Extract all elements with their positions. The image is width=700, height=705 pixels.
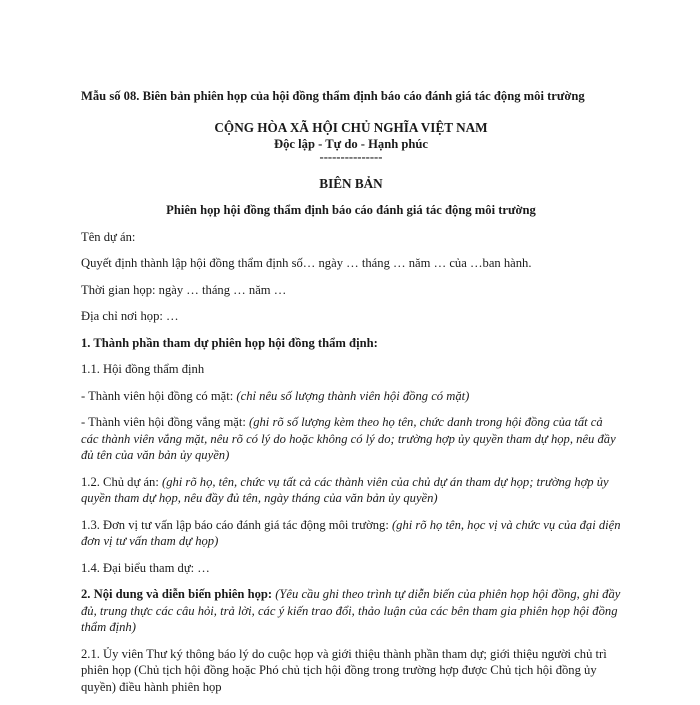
present-label: - Thành viên hội đồng có mặt: — [81, 388, 237, 403]
item-present-members — [81, 388, 621, 405]
section-2-title: 2. Nội dung và diễn biến phiên họp: — [81, 587, 276, 601]
field-meeting-time: Thời gian họp: ngày … tháng … năm … — [81, 282, 287, 297]
item-2-1: 2.1. Ủy viên Thư ký thông báo lý do cuộc họp và giới thiệu thành phần tham dự; giới thiệu người chủ trì phiên họp (Chủ tịch hội đồng hoặc Phó chủ tịch hội đồng trong trường hợp được Chủ tịch hội đồng ủy quyền) điều hành phiên họp — [81, 646, 607, 694]
national-motto: Độc lập - Tự do - Hạnh phúc — [274, 136, 428, 151]
national-title: CỘNG HÒA XÃ HỘI CHỦ NGHĨA VIỆT NAM — [214, 119, 488, 135]
item-1-3 — [81, 517, 621, 550]
form-number: Mẫu số 08. Biên bản phiên họp của hội đồng thẩm định báo cáo đánh giá tác động môi trường — [81, 89, 585, 103]
document-page — [81, 88, 621, 705]
owner-label: 1.2. Chủ dự án: — [81, 474, 162, 489]
section-2-heading — [81, 586, 621, 636]
field-project-name: Tên dự án: — [81, 229, 136, 244]
owner-note: (ghi rõ họ, tên, chức vụ tất cả các thành viên của chủ dự án tham dự họp; trường hợp ủy quyền tham dự họp, nêu đầy đủ tên, ngày tháng của văn bản ủy quyền) — [81, 474, 609, 505]
item-absent-members — [81, 414, 621, 464]
item-1-2 — [81, 474, 621, 507]
consultant-note: (ghi rõ họ tên, học vị và chức vụ của đại diện đơn vị tư vấn tham dự họp) — [81, 517, 621, 548]
document-subtitle: Phiên họp hội đồng thẩm định báo cáo đánh giá tác động môi trường — [166, 203, 536, 217]
consultant-label: 1.3. Đơn vị tư vấn lập báo cáo đánh giá tác động môi trường: — [81, 517, 392, 532]
absent-label: - Thành viên hội đồng vắng mặt: — [81, 415, 250, 429]
section-2-note: (Yêu cầu ghi theo trình tự diễn biến của phiên họp hội đồng, ghi đầy đủ, trung thực các câu hỏi, trả lời, các ý kiến trao đổi, thảo luận của các bên tham gia phiên họp hội đồng thẩm định) — [81, 587, 621, 634]
document-title: BIÊN BẢN — [319, 175, 383, 191]
section-1-heading: 1. Thành phần tham dự phiên họp hội đồng thẩm định: — [81, 335, 378, 350]
absent-note: (ghi rõ số lượng kèm theo họ tên, chức danh trong hội đồng của tất cả các thành viên vắng mặt, nêu rõ có lý do hoặc không có lý do; trường hợp ủy quyền tham dự họp, nêu đầy đủ tên của văn bản ủy quyền) — [81, 415, 616, 462]
item-1-4: 1.4. Đại biểu tham dự: … — [81, 560, 210, 575]
present-note: (chỉ nêu số lượng thành viên hội đồng có mặt) — [236, 388, 470, 403]
item-1-1: 1.1. Hội đồng thẩm định — [81, 362, 205, 376]
header-separator: --------------- — [319, 149, 383, 164]
field-decision: Quyết định thành lập hội đồng thẩm định số… ngày … tháng … năm … của …ban hành. — [81, 256, 532, 270]
field-meeting-place: Địa chỉ nơi họp: … — [81, 309, 179, 323]
